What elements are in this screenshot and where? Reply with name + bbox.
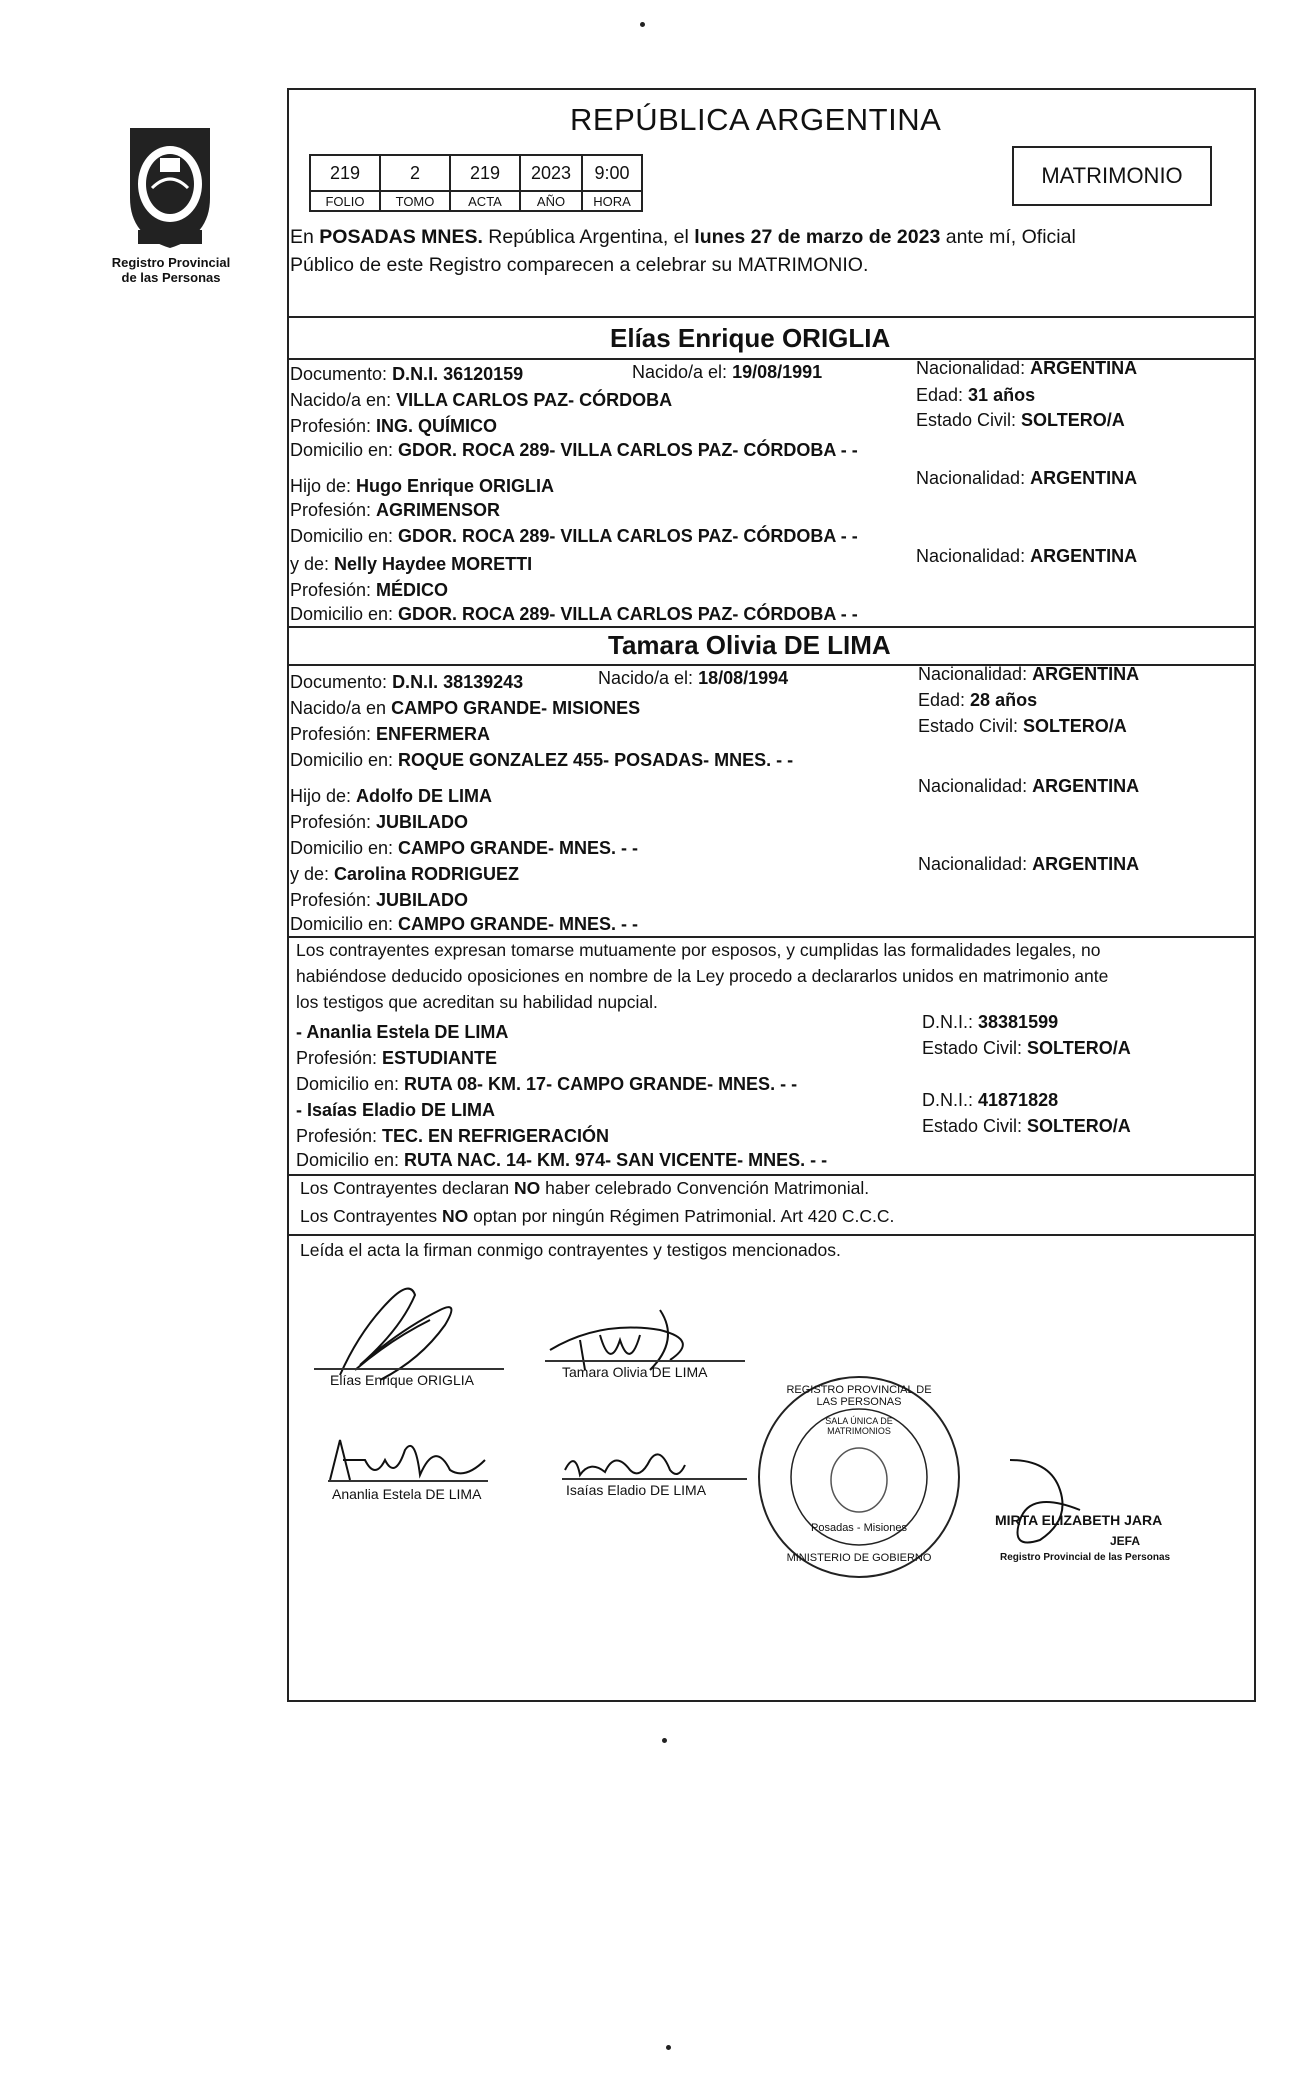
label: Estado Civil:: [918, 716, 1024, 736]
value: ARGENTINA: [1032, 854, 1140, 874]
declaration-line3: los testigos que acreditan su habilidad nupcial.: [296, 992, 658, 1012]
intro-mid: República Argentina, el: [482, 226, 695, 248]
convention-line2: [300, 1206, 894, 1227]
value: CAMPO GRANDE- MNES. - -: [398, 838, 639, 858]
signature-label-spouse1: Elías Enrique ORIGLIA: [330, 1372, 474, 1388]
speck: [666, 2045, 671, 2050]
label: Domicilio en:: [296, 1150, 405, 1170]
label: Estado Civil:: [922, 1116, 1028, 1136]
spouse1-madre-dom: [290, 604, 858, 625]
spouse1-edad: [916, 385, 1035, 406]
label: Profesión:: [290, 812, 377, 832]
witness2-dni: [922, 1090, 1058, 1111]
value: ING. QUÍMICO: [376, 416, 498, 436]
spouse2-madre-nac: [918, 854, 1139, 875]
label: D.N.I.:: [922, 1090, 979, 1110]
value: ESTUDIANTE: [382, 1048, 498, 1068]
intro-prefix: En: [290, 226, 320, 248]
spouse1-lugar: [290, 390, 672, 411]
speck: [662, 1738, 667, 1743]
value: 19/08/1991: [732, 362, 823, 382]
anio-value: 2023: [520, 155, 582, 191]
intro-place: POSADAS MNES.: [319, 226, 483, 248]
text: optan por ningún Régimen Patrimonial. Art 420 C.C.C.: [468, 1206, 895, 1226]
spouse1-documento: [290, 364, 523, 385]
hora-label: HORA: [582, 191, 642, 211]
label: Profesión:: [290, 416, 377, 436]
witness2-estado: [922, 1116, 1131, 1137]
seal-city-text: Posadas - Misiones: [811, 1522, 907, 1534]
label: Nacionalidad:: [918, 854, 1033, 874]
divider: [287, 1234, 1256, 1236]
spouse1-name: Elías Enrique ORIGLIA: [610, 323, 891, 353]
value: - Isaías Eladio DE LIMA: [296, 1100, 496, 1120]
official-seal: [754, 1372, 964, 1582]
signature-label-spouse2: Tamara Olivia DE LIMA: [562, 1364, 708, 1380]
value: CAMPO GRANDE- MNES. - -: [398, 914, 639, 934]
value: JUBILADO: [376, 890, 469, 910]
spouse2-madre-prof: [290, 890, 468, 911]
provincial-emblem-icon: [110, 118, 230, 258]
label: Nacionalidad:: [918, 664, 1033, 684]
declaration-line2: habiéndose deducido oposiciones en nombre de la Ley procedo a declararlos unidos en matrimonio ante: [296, 966, 1109, 986]
text: haber celebrado Convención Matrimonial.: [540, 1178, 870, 1198]
value: SOLTERO/A: [1027, 1038, 1131, 1058]
registry-logo: [110, 118, 230, 258]
witness2-name: [296, 1100, 495, 1121]
acta-value: 219: [450, 155, 520, 191]
signature-line-witness1: [328, 1480, 488, 1482]
folio-label: FOLIO: [310, 191, 380, 211]
label: y de:: [290, 554, 335, 574]
label: Domicilio en:: [290, 526, 399, 546]
label: Domicilio en:: [290, 440, 399, 460]
value: 38381599: [978, 1012, 1059, 1032]
acta-label: ACTA: [450, 191, 520, 211]
hora-value: 9:00: [582, 155, 642, 191]
spouse2-padre-dom: [290, 838, 638, 859]
signatures-intro: Leída el acta la firman conmigo contrayentes y testigos mencionados.: [300, 1240, 841, 1260]
label: Profesión:: [290, 580, 377, 600]
logo-caption-line2: de las Personas: [121, 270, 221, 285]
label: Nacionalidad:: [916, 358, 1031, 378]
value: ENFERMERA: [376, 724, 491, 744]
value: VILLA CARLOS PAZ- CÓRDOBA: [396, 390, 673, 410]
spouse1-nacido: [632, 362, 822, 383]
bold: NO: [514, 1178, 541, 1198]
spouse1-padre: [290, 476, 554, 497]
spouse1-estado: [916, 410, 1125, 431]
label: Domicilio en:: [290, 838, 399, 858]
divider: [287, 936, 1256, 938]
spouse1-madre-nac: [916, 546, 1137, 567]
label: Profesión:: [290, 890, 377, 910]
anio-label: AÑO: [520, 191, 582, 211]
spouse1-padre-prof: [290, 500, 500, 521]
value: ARGENTINA: [1030, 546, 1138, 566]
witness1-domicilio: [296, 1074, 797, 1095]
declaration-line1: Los contrayentes expresan tomarse mutuamente por esposos, y cumplidas las formalidades legales, no: [296, 940, 1101, 960]
label: Nacionalidad:: [916, 468, 1031, 488]
divider: [287, 316, 1256, 318]
witness1-profesion: [296, 1048, 497, 1069]
spouse2-madre: [290, 864, 519, 885]
label: y de:: [290, 864, 335, 884]
spouse2-edad: [918, 690, 1037, 711]
spouse1-padre-nac: [916, 468, 1137, 489]
value: ARGENTINA: [1032, 776, 1140, 796]
intro-date: lunes 27 de marzo de 2023: [694, 226, 941, 248]
witness2-profesion: [296, 1126, 609, 1147]
value: 18/08/1994: [698, 668, 789, 688]
label: Nacido/a el:: [598, 668, 699, 688]
spouse2-padre: [290, 786, 492, 807]
spouse2-padre-nac: [918, 776, 1139, 797]
label: Domicilio en:: [290, 914, 399, 934]
folio-value: 219: [310, 155, 380, 191]
label: Nacionalidad:: [918, 776, 1033, 796]
label: Nacido/a en:: [290, 390, 397, 410]
value: 41871828: [978, 1090, 1059, 1110]
signature-label-witness1: Ananlia Estela DE LIMA: [332, 1486, 482, 1502]
divider: [287, 626, 1256, 628]
witness2-domicilio: [296, 1150, 827, 1171]
label: Estado Civil:: [922, 1038, 1028, 1058]
value: GDOR. ROCA 289- VILLA CARLOS PAZ- CÓRDOBA - -: [398, 440, 858, 460]
label: Domicilio en:: [290, 604, 399, 624]
value: 28 años: [970, 690, 1038, 710]
label: Domicilio en:: [290, 750, 399, 770]
spouse1-profesion: [290, 416, 497, 437]
value: SOLTERO/A: [1027, 1116, 1131, 1136]
value: RUTA 08- KM. 17- CAMPO GRANDE- MNES. - -: [404, 1074, 798, 1094]
witness1-estado: [922, 1038, 1131, 1059]
label: Profesión:: [290, 500, 377, 520]
speck: [640, 22, 645, 27]
label: Hijo de:: [290, 786, 357, 806]
label: Hijo de:: [290, 476, 357, 496]
seal-outer-text: REGISTRO PROVINCIAL DE LAS PERSONAS: [786, 1384, 932, 1408]
spouse2-madre-dom: [290, 914, 638, 935]
label: Edad:: [916, 385, 969, 405]
label: Estado Civil:: [916, 410, 1022, 430]
value: TEC. EN REFRIGERACIÓN: [382, 1126, 610, 1146]
spouse2-domicilio: [290, 750, 793, 771]
convention-line1: [300, 1178, 869, 1199]
value: AGRIMENSOR: [376, 500, 501, 520]
label: Profesión:: [296, 1048, 383, 1068]
page-title: REPÚBLICA ARGENTINA: [570, 102, 942, 137]
act-type-box: MATRIMONIO: [1012, 146, 1212, 206]
value: D.N.I. 38139243: [392, 672, 524, 692]
signature-label-witness2: Isaías Eladio DE LIMA: [566, 1482, 707, 1498]
spouse2-nacionalidad: [918, 664, 1139, 685]
value: D.N.I. 36120159: [392, 364, 524, 384]
label: Documento:: [290, 364, 393, 384]
official-stamp-line2: JEFA: [1110, 1534, 1141, 1548]
label: Nacionalidad:: [916, 546, 1031, 566]
intro-suffix: ante mí, Oficial: [940, 226, 1076, 248]
spouse2-lugar: [290, 698, 640, 719]
logo-caption-line1: Registro Provincial: [111, 255, 231, 270]
signature-line-spouse2: [545, 1360, 745, 1362]
value: CAMPO GRANDE- MISIONES: [391, 698, 641, 718]
spouse1-madre: [290, 554, 532, 575]
label: Profesión:: [296, 1126, 383, 1146]
bold: NO: [442, 1206, 469, 1226]
value: ARGENTINA: [1032, 664, 1140, 684]
witness1-name: [296, 1022, 508, 1043]
spouse2-nacido: [598, 668, 788, 689]
text: Los Contrayentes: [300, 1206, 443, 1226]
value: 31 años: [968, 385, 1036, 405]
official-stamp-line3: Registro Provincial de las Personas: [1000, 1552, 1171, 1563]
spouse2-name: Tamara Olivia DE LIMA: [608, 630, 891, 660]
label: Documento:: [290, 672, 393, 692]
label: D.N.I.:: [922, 1012, 979, 1032]
label: Domicilio en:: [296, 1074, 405, 1094]
tomo-value: 2: [380, 155, 450, 191]
spouse1-padre-dom: [290, 526, 858, 547]
value: GDOR. ROCA 289- VILLA CARLOS PAZ- CÓRDOBA - -: [398, 526, 858, 546]
intro-line2: Público de este Registro comparecen a celebrar su MATRIMONIO.: [290, 254, 869, 276]
label: Profesión:: [290, 724, 377, 744]
spouse1-domicilio: [290, 440, 858, 461]
text: Los Contrayentes declaran: [300, 1178, 515, 1198]
value: MÉDICO: [376, 580, 449, 600]
spouse2-profesion: [290, 724, 490, 745]
spouse2-documento: [290, 672, 523, 693]
value: SOLTERO/A: [1023, 716, 1127, 736]
official-stamp-line1: MIRTA ELIZABETH JARA: [995, 1512, 1163, 1528]
value: SOLTERO/A: [1021, 410, 1125, 430]
value: GDOR. ROCA 289- VILLA CARLOS PAZ- CÓRDOBA - -: [398, 604, 858, 624]
value: RUTA NAC. 14- KM. 974- SAN VICENTE- MNES. - -: [404, 1150, 828, 1170]
spouse1-madre-prof: [290, 580, 448, 601]
logo-caption: [96, 255, 246, 285]
seal-bottom-text: MINISTERIO DE GOBIERNO: [786, 1552, 932, 1564]
signature-line-witness2: [562, 1478, 747, 1480]
spouse1-nacionalidad: [916, 358, 1137, 379]
signature-line-spouse1: [314, 1368, 504, 1370]
seal-inner-text: SALA ÚNICA DE MATRIMONIOS: [825, 1416, 893, 1436]
value: ARGENTINA: [1030, 468, 1138, 488]
value: Carolina RODRIGUEZ: [334, 864, 520, 884]
value: - Ananlia Estela DE LIMA: [296, 1022, 509, 1042]
value: Adolfo DE LIMA: [356, 786, 493, 806]
value: JUBILADO: [376, 812, 469, 832]
spouse2-estado: [918, 716, 1127, 737]
value: ARGENTINA: [1030, 358, 1138, 378]
label: Nacido/a el:: [632, 362, 733, 382]
registry-table: [309, 154, 643, 212]
spouse2-padre-prof: [290, 812, 468, 833]
witness1-dni: [922, 1012, 1058, 1033]
signature-official-icon: [990, 1450, 1100, 1560]
divider: [287, 1174, 1256, 1176]
intro-line1: [290, 226, 1076, 249]
value: Hugo Enrique ORIGLIA: [356, 476, 555, 496]
value: ROQUE GONZALEZ 455- POSADAS- MNES. - -: [398, 750, 794, 770]
label: Edad:: [918, 690, 971, 710]
label: Nacido/a en: [290, 698, 392, 718]
value: Nelly Haydee MORETTI: [334, 554, 533, 574]
tomo-label: TOMO: [380, 191, 450, 211]
